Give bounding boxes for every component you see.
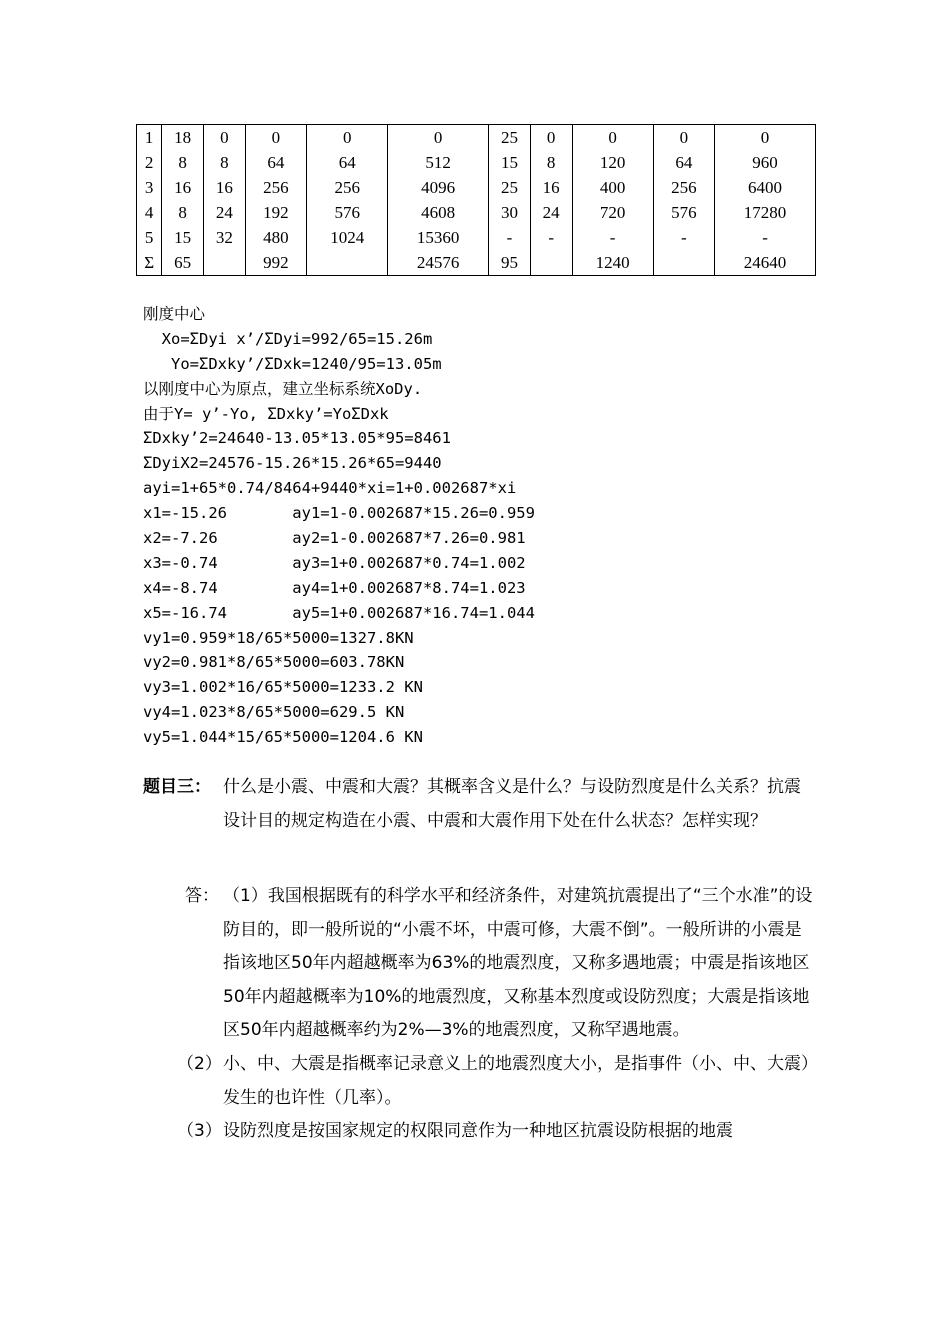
answer-label: 答： xyxy=(185,886,219,906)
table-cell: 24 xyxy=(530,200,572,225)
answer-block xyxy=(143,880,823,1149)
table-cell: 960 xyxy=(715,150,816,175)
table-cell: 0 xyxy=(715,125,816,151)
question-block xyxy=(143,770,813,838)
calc-line: vy3=1.002*16/65*5000=1233.2 KN xyxy=(143,678,423,697)
table-cell: 6400 xyxy=(715,175,816,200)
table-cell: 192 xyxy=(245,200,306,225)
table-cell: 64 xyxy=(653,150,714,175)
calc-line: x4=-8.74 ay4=1+0.002687*8.74=1.023 xyxy=(143,578,526,597)
calc-line: Yo=ΣDxky’/ΣDxk=1240/95=13.05m xyxy=(143,354,442,373)
data-table xyxy=(136,124,816,276)
table-cell: - xyxy=(572,225,653,250)
table-cell: 480 xyxy=(245,225,306,250)
table-cell: - xyxy=(489,225,531,250)
table-cell: 24576 xyxy=(388,250,489,276)
table-cell xyxy=(307,250,388,276)
calc-line: ΣDxky’2=24640-13.05*13.05*95=8461 xyxy=(143,429,451,448)
table-cell: 15 xyxy=(489,150,531,175)
table-cell: Σ xyxy=(137,250,162,276)
table-cell: 0 xyxy=(245,125,306,151)
answer-item-number: （3） xyxy=(177,1121,222,1142)
table-cell: 0 xyxy=(653,125,714,151)
table-cell: 4608 xyxy=(388,200,489,225)
table-cell: - xyxy=(653,225,714,250)
calculation-block xyxy=(143,302,535,750)
table-cell: 8 xyxy=(204,150,246,175)
table-cell: 1024 xyxy=(307,225,388,250)
table-cell: 5 xyxy=(137,225,162,250)
table-row xyxy=(137,225,816,250)
calc-line: vy5=1.044*15/65*5000=1204.6 KN xyxy=(143,728,423,747)
calc-line: x2=-7.26 ay2=1-0.002687*7.26=0.981 xyxy=(143,529,526,548)
table-cell xyxy=(653,250,714,276)
table-cell xyxy=(530,250,572,276)
calc-line: 以刚度中心为原点，建立坐标系统XoDy. xyxy=(143,379,423,398)
table-cell: 512 xyxy=(388,150,489,175)
table-cell: 8 xyxy=(162,150,204,175)
table-cell: 4 xyxy=(137,200,162,225)
calc-line: vy1=0.959*18/65*5000=1327.8KN xyxy=(143,628,414,647)
question-label: 题目三： xyxy=(143,777,211,797)
table-row xyxy=(137,250,816,276)
table-cell: 16 xyxy=(530,175,572,200)
calc-line: ayi=1+65*0.74/8464+9440*xi=1+0.002687*xi xyxy=(143,479,517,498)
answer-item-text: 小、中、大震是指概率记录意义上的地震烈度大小，是指事件（小、中、大震）发生的也许性（几率）。 xyxy=(223,1053,810,1108)
table-cell: 720 xyxy=(572,200,653,225)
table-cell: 400 xyxy=(572,175,653,200)
table-cell: 16 xyxy=(204,175,246,200)
table-cell: 992 xyxy=(245,250,306,276)
calc-title: 刚度中心 xyxy=(143,305,206,323)
calc-line: Xo=ΣDyi x’/ΣDyi=992/65=15.26m xyxy=(143,329,433,348)
table-cell: 32 xyxy=(204,225,246,250)
table-cell: 17280 xyxy=(715,200,816,225)
table-cell: 0 xyxy=(530,125,572,151)
table-cell: 256 xyxy=(653,175,714,200)
table-cell: 120 xyxy=(572,150,653,175)
answer-paragraph-1: （1）我国根据既有的科学水平和经济条件，对建筑抗震提出了“三个水准”的设防目的，即一般所说的“小震不坏，中震可修，大震不倒”。一般所讲的小震是指该地区50年内超越概率为63%的地震烈度，又称多遇地震；中震是指该地区50年内超越概率为10%的地震烈度，又称基本烈度或设防烈度；大震是指该地区50年内超越概率约为2%—3%的地震烈度，又称罕遇地震。 xyxy=(223,886,813,1041)
calc-line: vy4=1.023*8/65*5000=629.5 KN xyxy=(143,703,405,722)
table-cell: 0 xyxy=(572,125,653,151)
table-cell: 64 xyxy=(307,150,388,175)
table-cell: 256 xyxy=(245,175,306,200)
table-cell: 15360 xyxy=(388,225,489,250)
table-cell: 30 xyxy=(489,200,531,225)
table-row xyxy=(137,125,816,151)
table-cell: 1240 xyxy=(572,250,653,276)
table-cell: 0 xyxy=(388,125,489,151)
table-cell: - xyxy=(530,225,572,250)
table-cell: 15 xyxy=(162,225,204,250)
table-cell: 576 xyxy=(653,200,714,225)
table-cell: 0 xyxy=(307,125,388,151)
table-cell: 2 xyxy=(137,150,162,175)
table-cell: 65 xyxy=(162,250,204,276)
table-cell xyxy=(204,250,246,276)
answer-item-text: 设防烈度是按国家规定的权限同意作为一种地区抗震设防根据的地震 xyxy=(223,1121,733,1142)
table-cell: 16 xyxy=(162,175,204,200)
table-cell: 64 xyxy=(245,150,306,175)
table-cell: 256 xyxy=(307,175,388,200)
calc-line: vy2=0.981*8/65*5000=603.78KN xyxy=(143,653,405,672)
calc-line: 由于Y= y’-Yo, ΣDxky’=YoΣDxk xyxy=(143,404,389,423)
table-row xyxy=(137,200,816,225)
question-text: 什么是小震、中震和大震？其概率含义是什么？与设防烈度是什么关系？抗震设计目的规定构造在小震、中震和大震作用下处在什么状态？怎样实现？ xyxy=(223,777,801,831)
table-cell: 0 xyxy=(204,125,246,151)
table-cell: 1 xyxy=(137,125,162,151)
table-cell: 576 xyxy=(307,200,388,225)
calc-line: x5=-16.74 ay5=1+0.002687*16.74=1.044 xyxy=(143,603,535,622)
table-row xyxy=(137,175,816,200)
calc-line: x1=-15.26 ay1=1-0.002687*15.26=0.959 xyxy=(143,504,535,523)
calc-line: x3=-0.74 ay3=1+0.002687*0.74=1.002 xyxy=(143,553,526,572)
table-row xyxy=(137,150,816,175)
table-cell: 18 xyxy=(162,125,204,151)
table-cell: - xyxy=(715,225,816,250)
table-cell: 24 xyxy=(204,200,246,225)
calc-line: ΣDyiX2=24576-15.26*15.26*65=9440 xyxy=(143,454,442,473)
table-cell: 95 xyxy=(489,250,531,276)
table-cell: 8 xyxy=(162,200,204,225)
table-cell: 25 xyxy=(489,125,531,151)
table-cell: 24640 xyxy=(715,250,816,276)
table-cell: 4096 xyxy=(388,175,489,200)
answer-item-number: （2） xyxy=(177,1053,222,1074)
table-cell: 8 xyxy=(530,150,572,175)
table-cell: 3 xyxy=(137,175,162,200)
table-cell: 25 xyxy=(489,175,531,200)
